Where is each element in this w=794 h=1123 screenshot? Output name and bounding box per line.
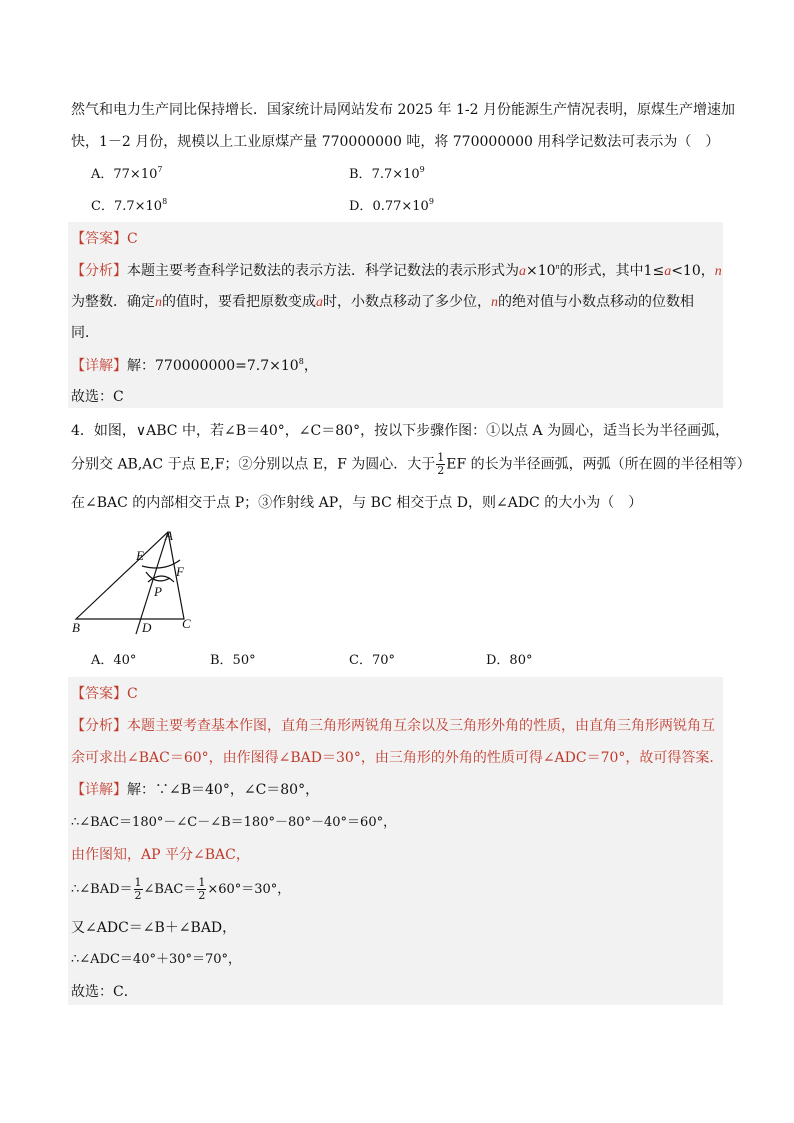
- q3-answer: 【答案】C: [71, 231, 138, 247]
- q4-stem-line-2: 分别交 AB,AC 于点 E,F；②分别以点 E，F 为圆心．大于 $\frac{1}{2}$ EF 的长为半径画弧，两弧（所在圆的半径相等）: [71, 451, 751, 477]
- q3-detail: 【详解】解：$770000000=7.7\times 10^8$，: [71, 357, 318, 374]
- q4-stem-line-3: 在∠BAC 的内部相交于点 P；③作射线 AP，与 BC 相交于点 D，则∠ADC 的大小为（ ）: [71, 495, 643, 511]
- q3-stem-line-1: 然气和电力生产同比保持增长．国家统计局网站发布 2025 年 1-2 月份能源生产情况表明，原煤生产增速加: [71, 102, 735, 118]
- q4-option-d: D．80°: [486, 653, 533, 668]
- label-e: E: [136, 548, 144, 563]
- q3-option-c: C．$7.7\times 10^8$: [91, 197, 168, 214]
- label-a: A: [165, 528, 173, 543]
- triangle-construction-figure: [66, 524, 202, 640]
- q4-detail-line-3: 由作图知，AP 平分∠BAC，: [71, 847, 250, 863]
- q3-choose: 故选：C: [71, 389, 124, 405]
- q4-detail-line-6: ∴∠ADC＝40°＋30°＝70°，: [71, 952, 242, 967]
- label-d: D: [142, 620, 152, 635]
- q3-analysis-line-3: 同．: [71, 325, 99, 341]
- q4-analysis-line-1: 【分析】本题主要考查基本作图，直角三角形两锐角互余以及三角形外角的性质，由直角三角形两锐角互: [71, 718, 715, 734]
- q4-detail-line-2: ∴∠BAC＝180°－∠C－∠B＝180°－80°－40°＝60°，: [71, 815, 397, 830]
- q4-answer: 【答案】C: [71, 686, 138, 702]
- q3-option-b: B．$7.7\times 10^9$: [349, 165, 425, 182]
- q3-option-d: D．$0.77\times 10^9$: [349, 197, 434, 214]
- triangle-abc: [76, 532, 184, 619]
- q3-option-a: A．$77\times 10^7$: [91, 165, 163, 182]
- q3-stem-line-2: 快，1－2 月份，规模以上工业原煤产量 770000000 吨，将 770000000 用科学记数法可表示为（ ）: [71, 134, 720, 150]
- q4-detail-line-5: 又∠ADC＝∠B＋∠BAD，: [71, 920, 237, 936]
- q3-analysis-line-1: 【分析】本题主要考查科学记数法的表示方法．科学记数法的表示形式为$a\times 10^n$的形式，其中1≤a<10，n: [71, 262, 722, 279]
- q4-detail-line-1: 【详解】解：∵∠B＝40°，∠C＝80°，: [71, 782, 320, 798]
- q3-analysis-line-2: 为整数．确定n的值时，要看把原数变成a时，小数点移动了多少位，n的绝对值与小数点移动的位数相: [71, 294, 694, 310]
- q4-option-c: C．70°: [349, 653, 395, 668]
- q4-analysis-line-2: 余可求出∠BAC＝60°，由作图得∠BAD＝30°，由三角形的外角的性质可得∠ADC＝70°，故可得答案．: [71, 750, 724, 766]
- half-fraction: $\frac{1}{2}$: [198, 876, 206, 902]
- label-c: C: [182, 616, 191, 631]
- q3-solution-block: [68, 222, 723, 408]
- label-f: F: [176, 564, 184, 579]
- q4-option-b: B．50°: [210, 653, 256, 668]
- half-fraction: $\frac{1}{2}$: [437, 451, 445, 477]
- q4-option-a: A．40°: [91, 653, 137, 668]
- q4-choose: 故选：C．: [71, 984, 138, 1000]
- label-p: P: [154, 584, 162, 599]
- label-b: B: [72, 620, 80, 635]
- q4-stem-line-1: 4．如图，∨ABC 中，若∠B＝40°，∠C＝80°，按以下步骤作图：①以点 A 为圆心，适当长为半径画弧，: [71, 423, 730, 439]
- half-fraction: $\frac{1}{2}$: [134, 876, 142, 902]
- q4-detail-line-4: ∴∠BAD＝ $\frac{1}{2}$ ∠BAC＝ $\frac{1}{2}$ ×60°＝30°，: [71, 876, 291, 902]
